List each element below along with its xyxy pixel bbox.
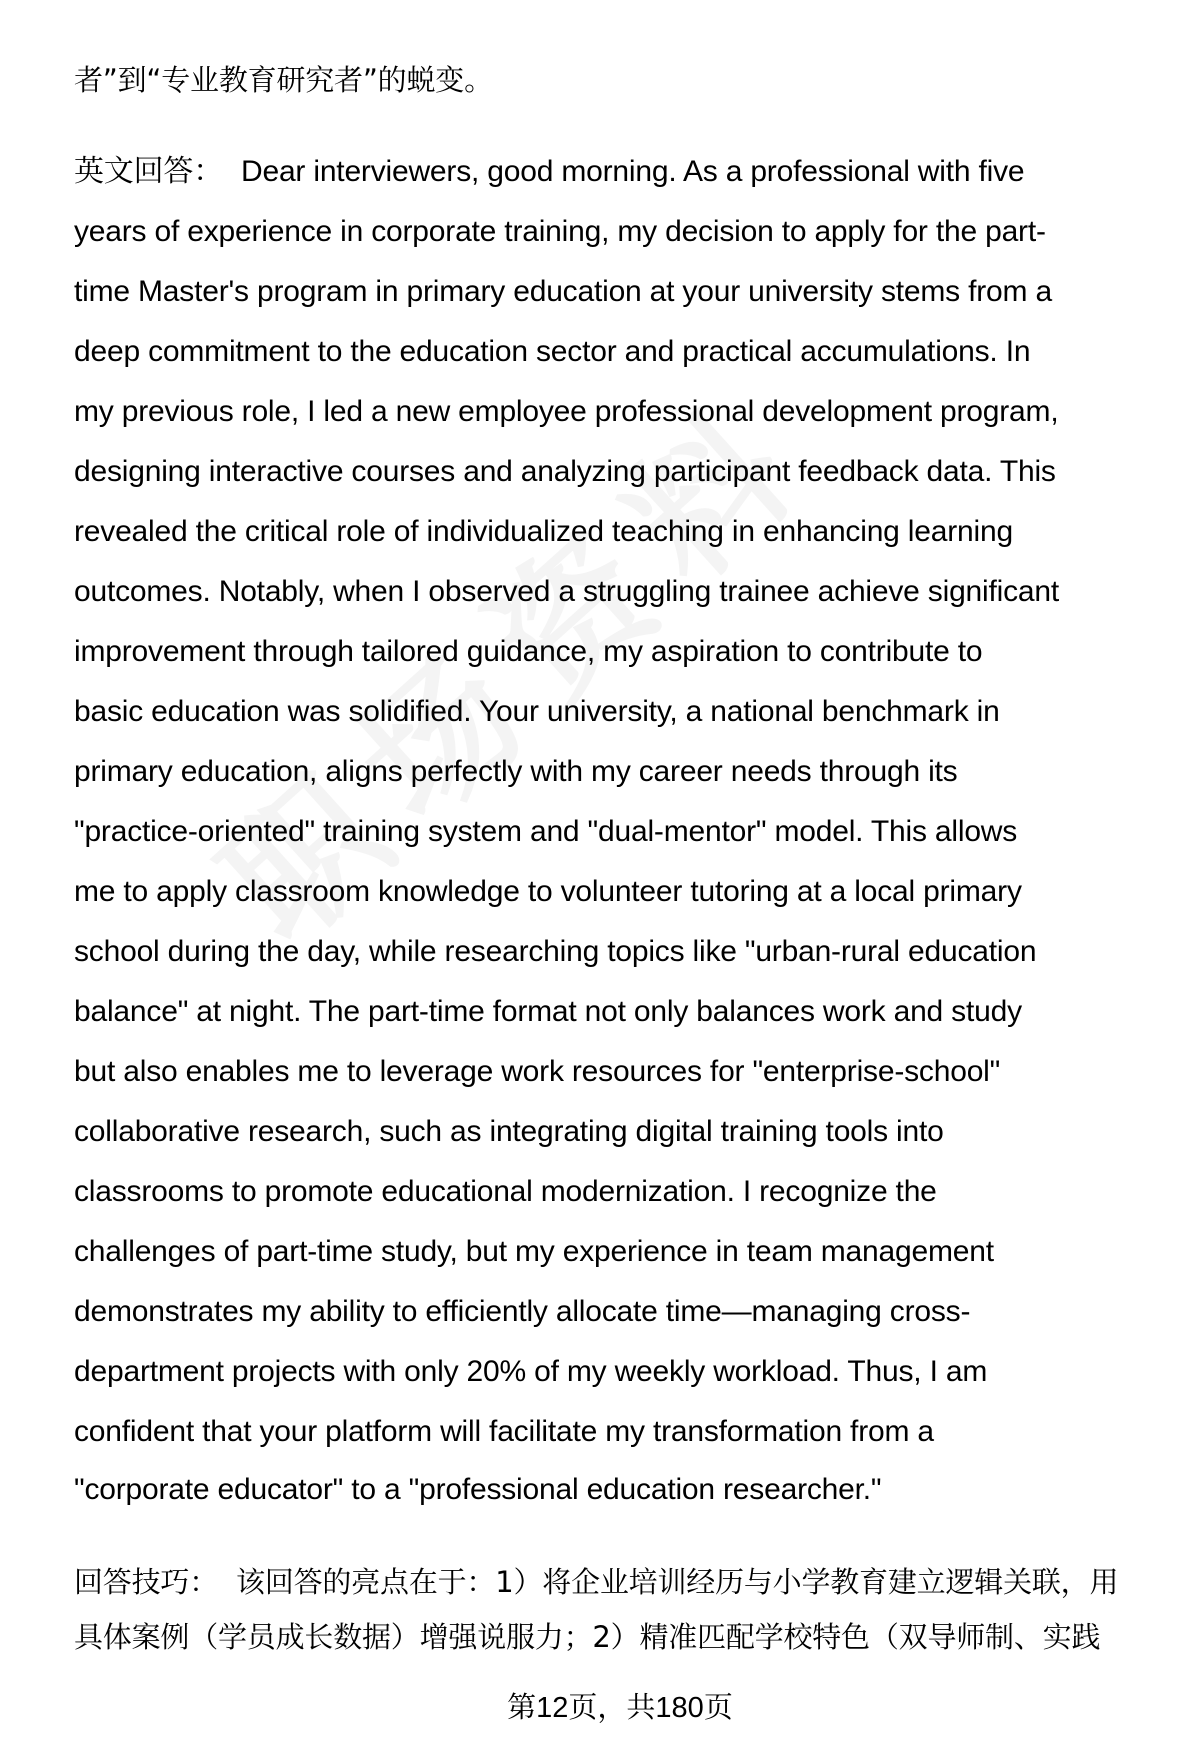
- english-answer-line: basic education was solidified. Your university, a national benchmark in: [74, 695, 1000, 728]
- english-answer-line: "corporate educator" to a "professional education researcher.": [74, 1473, 882, 1506]
- page-footer: 第12页，共180页: [507, 1692, 733, 1724]
- answer-tips-text: 该回答的亮点在于：1）将企业培训经历与小学教育建立逻辑关联，用: [236, 1565, 1119, 1599]
- english-answer-line: classrooms to promote educational modernization. I recognize the: [74, 1175, 937, 1208]
- intro-tail-text: 者”到“专业教育研究者”的蜕变。: [74, 63, 493, 97]
- english-answer-line: years of experience in corporate training, my decision to apply for the part-: [74, 215, 1046, 248]
- english-answer-line: deep commitment to the education sector and practical accumulations. In: [74, 335, 1031, 368]
- english-answer-line: but also enables me to leverage work resources for "enterprise-school": [74, 1055, 1001, 1088]
- english-answer-line: me to apply classroom knowledge to volunteer tutoring at a local primary: [74, 875, 1022, 908]
- english-answer-line: [74, 152, 1024, 192]
- english-answer-text: Dear interviewers, good morning. As a professional with five: [241, 155, 1025, 188]
- english-answer-line: my previous role, I led a new employee professional development program,: [74, 395, 1059, 428]
- answer-tips-line: 具体案例（学员成长数据）增强说服力；2）精准匹配学校特色（双导师制、实践: [74, 1620, 1101, 1654]
- english-answer-line: school during the day, while researching topics like "urban-rural education: [74, 935, 1037, 968]
- english-answer-line: improvement through tailored guidance, my aspiration to contribute to: [74, 635, 983, 668]
- english-answer-line: primary education, aligns perfectly with my career needs through its: [74, 755, 958, 788]
- english-answer-line: time Master's program in primary education at your university stems from a: [74, 275, 1052, 308]
- english-answer-label: 英文回答：: [74, 155, 223, 188]
- english-answer-line: balance" at night. The part-time format not only balances work and study: [74, 995, 1022, 1028]
- english-answer-line: collaborative research, such as integrating digital training tools into: [74, 1115, 944, 1148]
- english-answer-line: challenges of part-time study, but my experience in team management: [74, 1235, 994, 1268]
- english-answer-line: demonstrates my ability to efficiently allocate time—managing cross-: [74, 1295, 971, 1328]
- english-answer-line: "practice-oriented" training system and "dual-mentor" model. This allows: [74, 815, 1018, 848]
- english-answer-line: department projects with only 20% of my weekly workload. Thus, I am: [74, 1355, 988, 1388]
- answer-tips-label: 回答技巧：: [74, 1565, 219, 1599]
- english-answer-line: designing interactive courses and analyzing participant feedback data. This: [74, 455, 1056, 488]
- english-answer-line: confident that your platform will facilitate my transformation from a: [74, 1415, 934, 1448]
- answer-tips-line: [74, 1562, 1118, 1602]
- english-answer-line: revealed the critical role of individualized teaching in enhancing learning: [74, 515, 1013, 548]
- english-answer-line: outcomes. Notably, when I observed a struggling trainee achieve significant: [74, 575, 1060, 608]
